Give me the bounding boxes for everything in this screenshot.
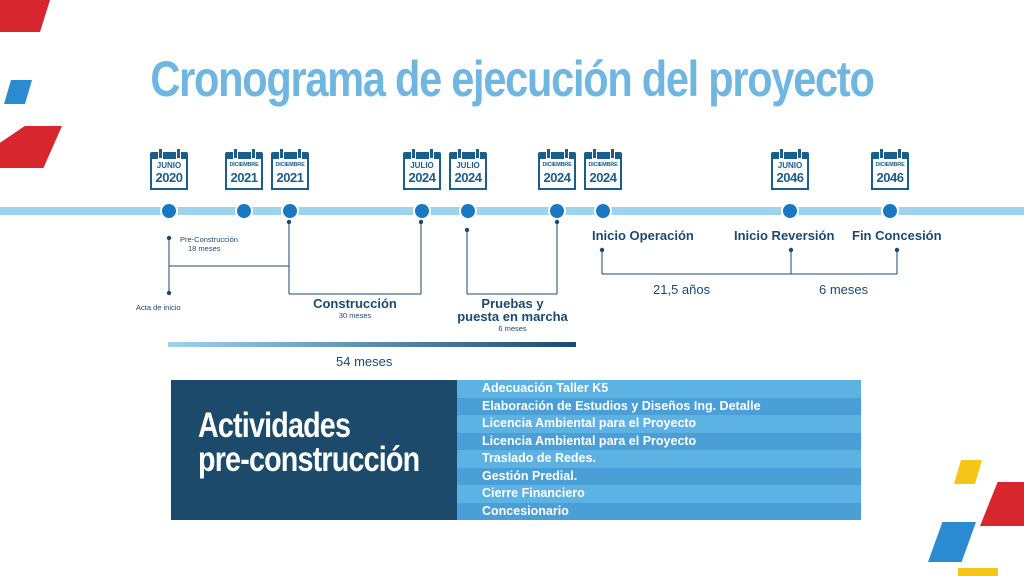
reversion-duration: 6 meses (819, 282, 869, 297)
calendar-month: JUNIO (156, 161, 182, 170)
activity-item: Cierre Financiero (457, 485, 861, 503)
operacion-duration: 21,5 años (653, 282, 711, 297)
activity-item: Adecuación Taller K5 (457, 380, 861, 398)
calendar-month: DICIEMBRE (588, 162, 618, 168)
calendar-year: 2024 (454, 170, 482, 185)
total-duration: 54 meses (336, 354, 393, 369)
inicio-reversion-label: Inicio Reversión (734, 228, 835, 243)
activity-item: Licencia Ambiental para el Proyecto (457, 415, 861, 433)
page-title: Cronograma de ejecución del proyecto (150, 51, 874, 107)
fin-concesion-label: Fin Concesión (852, 228, 942, 243)
activity-item: Elaboración de Estudios y Diseños Ing. Detalle (457, 398, 861, 416)
calendar-month: DICIEMBRE (542, 162, 572, 168)
construccion-label: Construcción 30 meses (313, 296, 397, 320)
activity-item: Gestión Predial. (457, 468, 861, 486)
calendar-month: JULIO (410, 161, 434, 170)
pre-construccion-label: Pre-Construcción 18 meses (180, 235, 238, 253)
calendar-year: 2021 (230, 170, 258, 185)
inicio-operacion-label: Inicio Operación (592, 228, 694, 243)
calendar-year: 2020 (155, 170, 183, 185)
activity-item: Traslado de Redes. (457, 450, 861, 468)
calendar-year: 2024 (543, 170, 571, 185)
calendar-year: 2024 (589, 170, 617, 185)
calendar-year: 2021 (276, 170, 304, 185)
pruebas-label: Pruebas y puesta en marcha 6 meses (457, 296, 568, 333)
acta-inicio-label: Acta de inicio (136, 303, 181, 312)
calendar-month: DICIEMBRE (875, 162, 905, 168)
calendar-year: 2046 (876, 170, 904, 185)
activities-panel-title: Actividades pre-construcción (198, 406, 420, 479)
calendar-month: JULIO (456, 161, 480, 170)
calendar-year: 2024 (408, 170, 436, 185)
calendar-year: 2046 (776, 170, 804, 185)
calendar-month: DICIEMBRE (229, 162, 259, 168)
calendar-month: JUNIO (777, 161, 803, 170)
activities-list (457, 380, 861, 520)
activity-item: Concesionario (457, 503, 861, 521)
activity-item: Licencia Ambiental para el Proyecto (457, 433, 861, 451)
calendar-month: DICIEMBRE (275, 162, 305, 168)
